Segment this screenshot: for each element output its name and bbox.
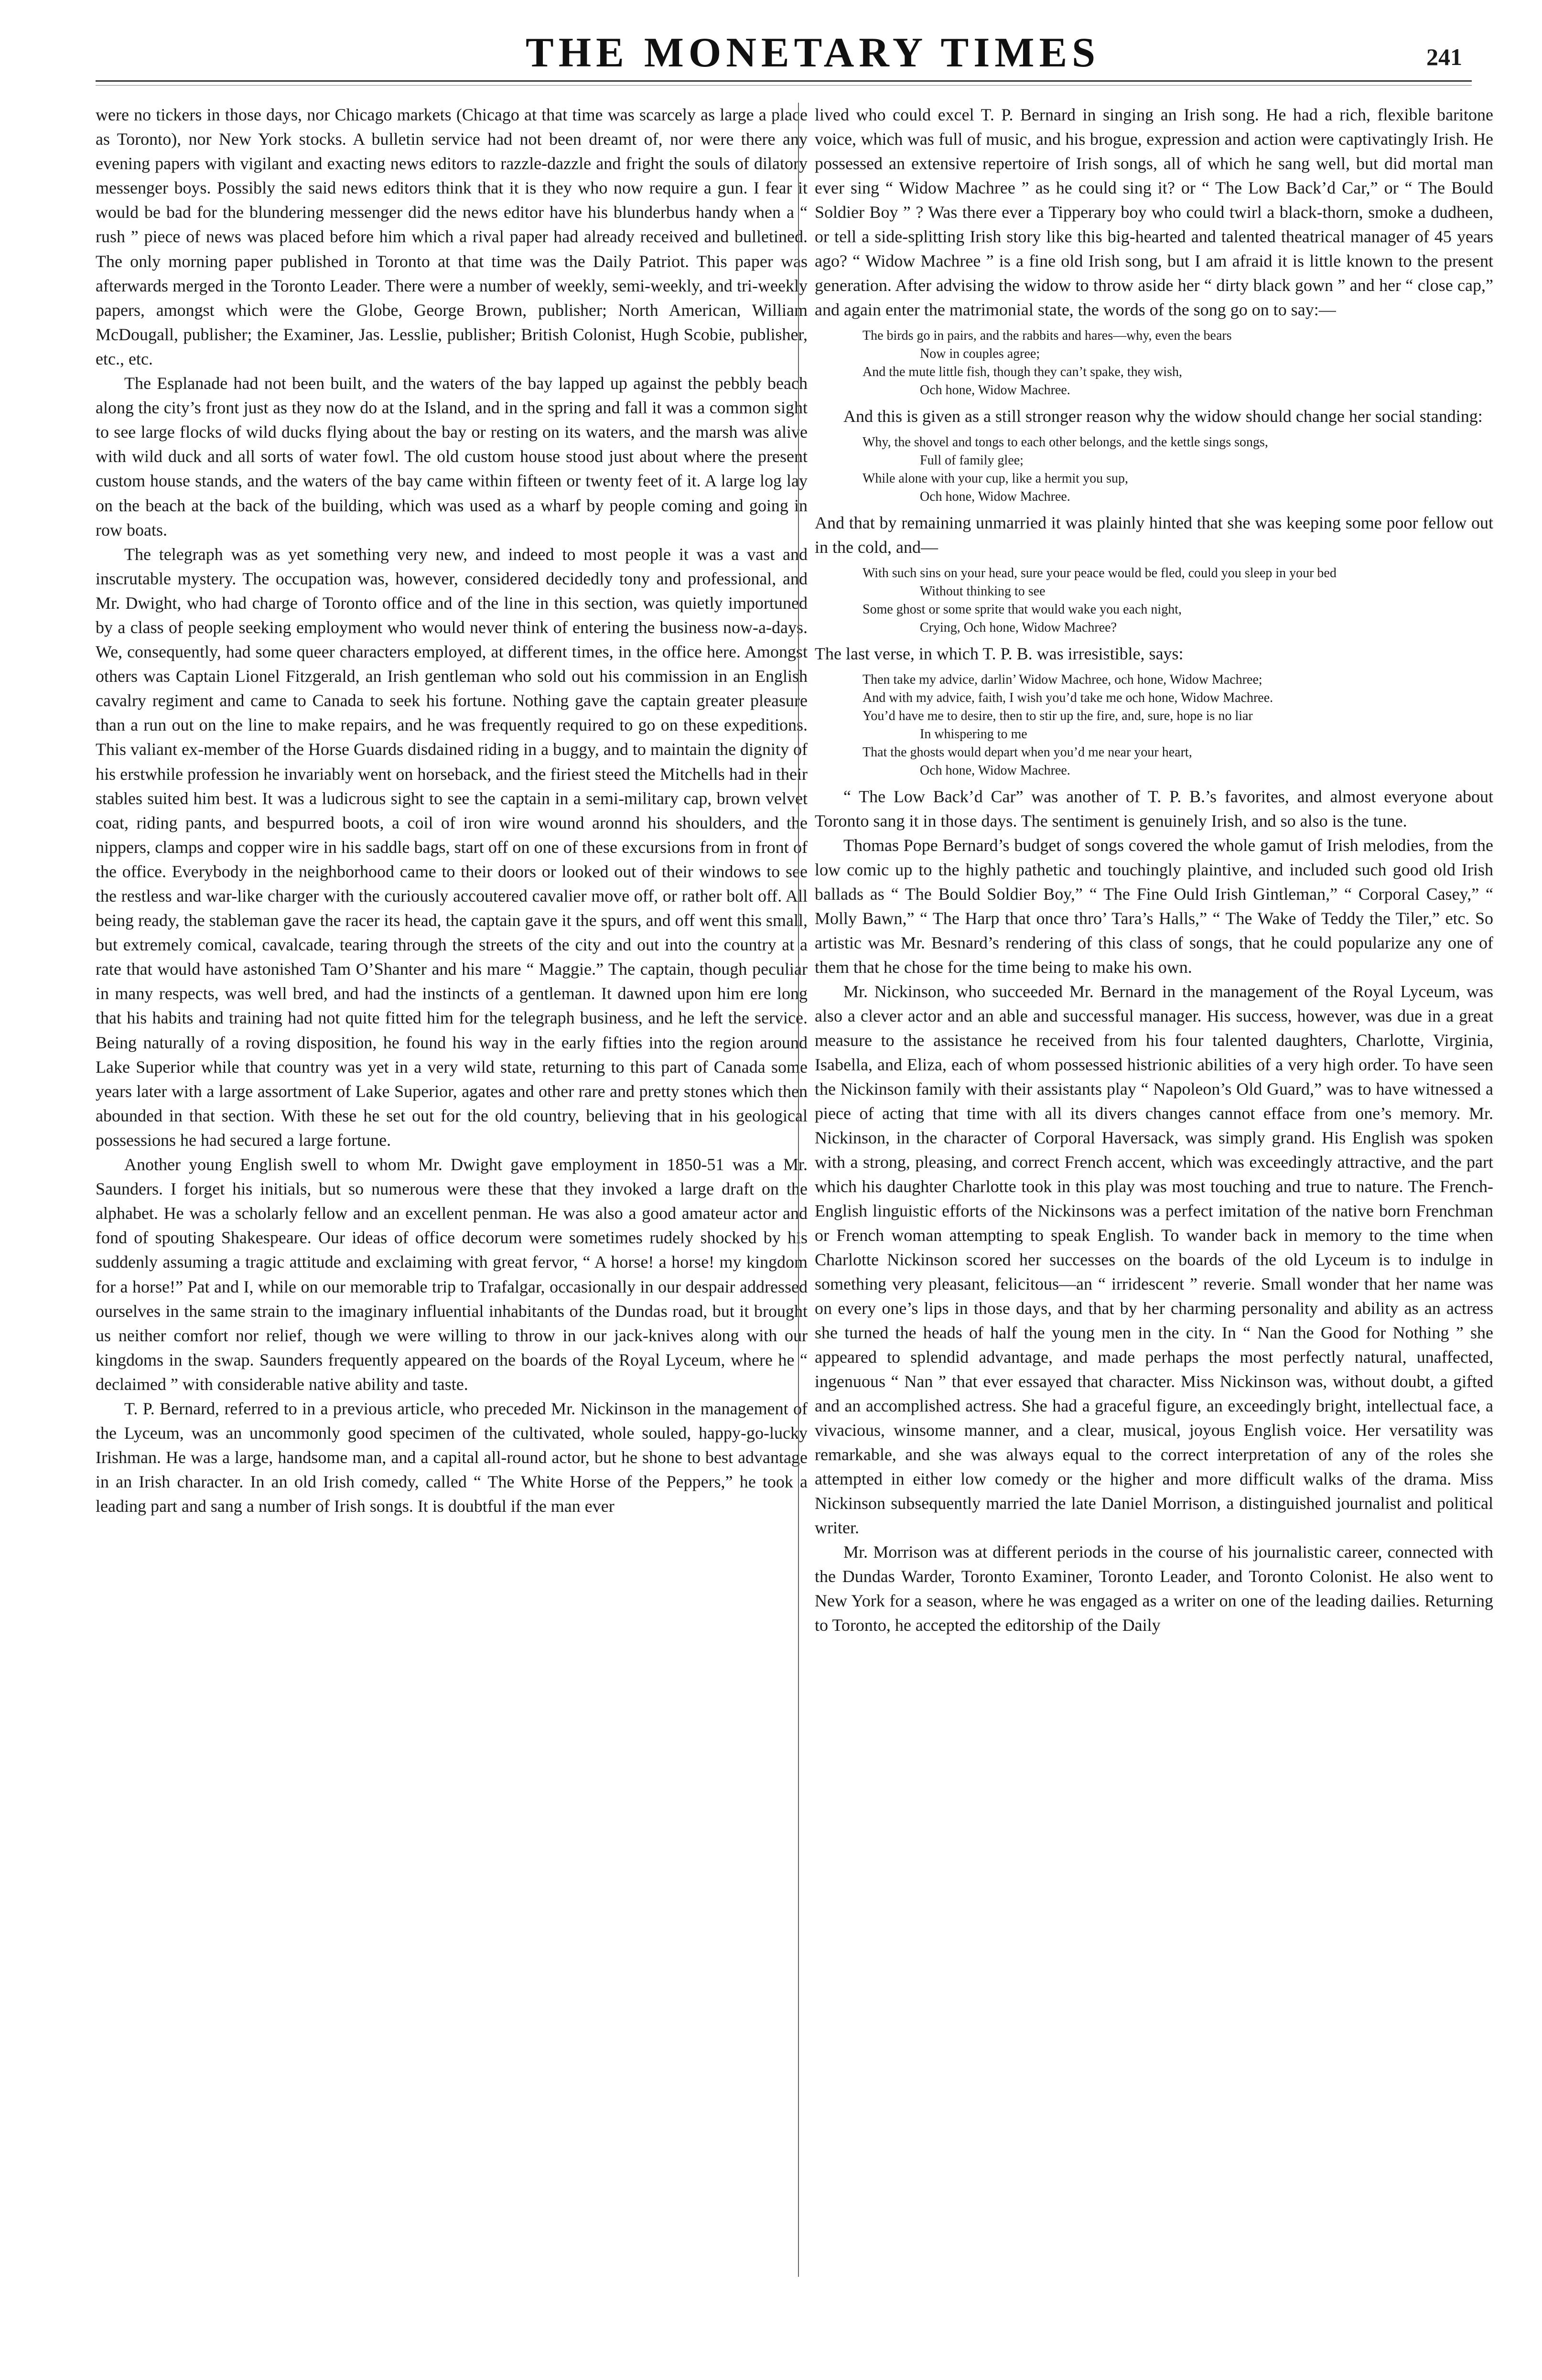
verse4-line: You’d have me to desire, then to stir up the fire, and, sure, hope is no liar [863,709,1253,723]
verse1-line: The birds go in pairs, and the rabbits and hares—why, even the bears [863,328,1232,343]
right-intro-paragraph: lived who could excel T. P. Bernard in singing an Irish song. He had a rich, flexible baritone voice, which was full of music, and his brogue, expression and action were captivatingly Irish. He possessed an extensive repertoire of Irish songs, all of which he sang well, but did mortal man ever sing “ Widow Machree ” as he could sing it? or “ The Low Back’d Car,” or “ The Bould Soldier Boy ” ? Was there ever a Tipperary boy who could twirl a black-thorn, smoke a dudheen, or tell a side-splitting Irish story like this big-hearted and talented theatrical manager of 45 years ago? “ Widow Machree ” is a fine old Irish song, but I am afraid it is little known to the present generation. After advising the widow to throw aside her “ dirty black gown ” and her “ close cap,” and again enter the matrimonial state, the words of the song go on to say:— [815,105,1493,319]
verse2-line: While alone with your cup, like a hermit you sup, [863,471,1128,486]
song-verse-1 [863,327,1493,399]
header-rule-thin [96,85,1472,86]
verse4-line: And with my advice, faith, I wish you’d take me och hone, Widow Machree. [863,690,1273,705]
verse3-line: Crying, Och hone, Widow Machree? [920,620,1117,635]
left-paragraph-5: T. P. Bernard, referred to in a previous article, who preceded Mr. Nickinson in the management of the Lyceum, was an uncommonly good specimen of the cultivated, whole souled, happy-go-lucky Irishman. He was a large, handsome man, and a capital all-round actor, but he shone to best advantage in an Irish character. In an old Irish comedy, called “ The White Horse of the Peppers,” he took a leading part and sang a number of Irish songs. It is doubtful if the man ever [96,1399,808,1516]
right-paragraph-4: Mr. Morrison was at different periods in the course of his journalistic career, connected with the Dundas Warder, Toronto Examiner, Toronto Leader, and Toronto Colonist. He also went to New York for a season, where he was engaged as a writer on one of the leading dailies. Returning to Toronto, he accepted the editorship of the Daily [815,1542,1493,1635]
verse2-line: Full of family glee; [920,453,1024,468]
header-rule [96,80,1472,82]
song-verse-2 [863,433,1493,506]
verse2-line: Och hone, Widow Machree. [920,489,1070,504]
masthead [105,24,1462,76]
verse2-line: Why, the shovel and tongs to each other belongs, and the kettle sings songs, [863,435,1268,450]
right-paragraph-3: Mr. Nickinson, who succeeded Mr. Bernard in the management of the Royal Lyceum, was also a clever actor and an able and successful manager. His success, however, was due in a great measure to the assistance he received from his four talented daughters, Charlotte, Virginia, Isabella, and Eliza, each of whom possessed histrionic abilities of a very high order. To have seen the Nickinson family with their assistants play “ Napoleon’s Old Guard,” was to have witnessed a piece of acting that time with all its divers changes cannot efface from one’s memory. Mr. Nickinson, in the character of Corporal Haversack, was simply grand. His English was spoken with a strong, pleasing, and correct French accent, which was exceedingly attractive, and the part which his daughter Charlotte took in this play was most touching and true to nature. The French-English linguistic efforts of the Nickinsons was a perfect imitation of the native born Frenchman or French woman attempting to speak English. To wander back in memory to the time when Charlotte Nickinson scored her successes on the boards of the old Lyceum is to indulge in something very pleasant, felicitous—an “ irridescent ” reverie. Small wonder that her name was on every one’s lips in those days, and that by her charming personality and ability as an actress she turned the heads of half the young men in the city. In “ Nan the Good for Nothing ” she appeared to splendid advantage, and made perhaps the most perfectly natural, unaffected, ingenuous “ Nan ” that ever essayed that character. Miss Nickinson was, without doubt, a gifted and an accomplished actress. She had a graceful figure, an exceedingly bright, intellectual face, a vivacious, winsome manner, and a clear, musical, joyous English voice. Her versatility was remarkable, and she was always equal to the correct interpretation of any of the roles she attempted in either low comedy or the higher and more difficult walks of the drama. Miss Nickinson subsequently married the late Daniel Morrison, a distinguished journalist and political writer. [815,982,1493,1537]
left-paragraph-3: The telegraph was as yet something very new, and indeed to most people it was a vast and inscrutable mystery. The occupation was, however, considered decidedly tony and professional, and Mr. Dwight, who had charge of Toronto office and of the line in this section, was quietly importuned by a class of people seeking employment who would never think of entering the business now-a-days. We, consequently, had some queer characters employed, at different times, in the office here. Amongst others was Captain Lionel Fitzgerald, an Irish gentleman who sold out his commission in an English cavalry regiment and came to Canada to seek his fortune. Nothing gave the captain greater pleasure than a run out on the line to make repairs, and he was frequently required to go on these expeditions. This valiant ex-member of the Horse Guards disdained riding in a buggy, and to maintain the dignity of his erstwhile profession he invariably went on horseback, and the firiest steed the Mitchells had in their stables suited him best. It was a ludicrous sight to see the captain in a semi-military cap, brown velvet coat, riding pants, and bespurred boots, a coil of iron wire wound aronnd his shoulders, and the nippers, clamps and copper wire in his saddle bags, start off on one of these excursions from in front of the office. Everybody in the neighborhood came to their doors or looked out of their windows to see the restless and war-like charger with the curiously accoutered cavalier move off, or rather bolt off. All being ready, the stableman gave the racer its head, the captain gave it the spurs, and off went this small, but extremely comical, cavalcade, tearing through the streets of the city and out into the country at a rate that would have astonished Tam O’Shanter and his mare “ Maggie.” The captain, though peculiar in many respects, was well bred, and had the instincts of a gentleman. It dawned upon him ere long that his habits and training had not quite fitted him for the telegraph business, and he left the service. Being naturally of a roving disposition, he found his way in the early fifties into the region around Lake Superior while that country was yet in a very wild state, returning to this part of Canada some years later with a large assortment of Lake Superior, agates and other rare and pretty stones which then abounded in that section. With these he set out for the old country, believing that in his geological possessions he had secured a large fortune. [96,544,808,1150]
verse1-line: Och hone, Widow Machree. [920,383,1070,398]
right-paragraph-2: Thomas Pope Bernard’s budget of songs covered the whole gamut of Irish melodies, from the low comic up to the highly pathetic and touchingly plaintive, and included such good old Irish ballads as “ The Bould Soldier Boy,” “ The Fine Ould Irish Gintleman,” “ Corporal Casey,” “ Molly Bawn,” “ The Harp that once thro’ Tara’s Halls,” “ The Wake of Teddy the Tiler,” etc. So artistic was Mr. Besnard’s rendering of this class of songs, that he could popularize any one of them that he chose for the time being to make his own. [815,836,1493,977]
verse3-line: Without thinking to see [920,584,1046,599]
right-paragraph-1: “ The Low Back’d Car” was another of T. P. B.’s favorites, and almost everyone about Toronto sang it in those days. The sentiment is genuinely Irish, and so also is the tune. [815,787,1493,830]
verse1-line: Now in couples agree; [920,346,1040,361]
verse4-line: Och hone, Widow Machree. [920,763,1070,778]
verse4-line: That the ghosts would depart when you’d me near your heart, [863,745,1192,760]
column-divider [798,103,799,2277]
verse1-line: And the mute little fish, though they can’t spake, they wish, [863,365,1183,379]
right-text-3: And that by remaining unmarried it was plainly hinted that she was keeping some poor fellow out in the cold, and— [815,513,1493,557]
left-paragraph-1: were no tickers in those days, nor Chicago markets (Chicago at that time was scarcely as large a place as Toronto), nor New York stocks. A bulletin service had not been dreamt of, nor were there any evening papers with vigilant and exacting news editors to razzle-dazzle and fright the souls of dilatory messenger boys. Possibly the said news editors think that it is they who now require a gun. I fear it would be bad for the blundering messenger did the news editor have his blunderbus handy when a “ rush ” piece of news was placed before him which a rival paper had already received and bulletined. The only morning paper published in Toronto at that time was the Daily Patriot. This paper was afterwards merged in the Toronto Leader. There were a number of weekly, semi-weekly, and tri-weekly papers, amongst which were the Globe, George Brown, publisher; North American, William McDougall, publisher; the Examiner, Jas. Lesslie, publisher; British Colonist, Hugh Scobie, publisher, etc., etc. [96,105,808,368]
right-column [815,103,1493,1637]
right-text-4: The last verse, in which T. P. B. was irresistible, says: [815,644,1184,663]
song-verse-3 [863,564,1493,637]
page-number: 241 [1426,43,1462,70]
verse3-line: Some ghost or some sprite that would wake you each night, [863,602,1182,617]
verse3-line: With such sins on your head, sure your peace would be fled, could you sleep in your bed [863,566,1337,581]
left-paragraph-2: The Esplanade had not been built, and the waters of the bay lapped up against the pebbly beach along the city’s front just as they now do at the Island, and in the spring and fall it was a common sight to see large flocks of wild ducks flying about the bay or resting on its waters, and the marsh was alive with wild duck and all sorts of water fowl. The old custom house stood just about where the present custom house stands, and the waters of the bay came within fifteen or twenty feet of it. A large log lay on the beach at the back of the building, which was used as a wharf by people coming and going in row boats. [96,374,808,539]
verse4-line: Then take my advice, darlin’ Widow Machree, och hone, Widow Machree; [863,672,1262,687]
publication-title: THE MONETARY TIMES [526,30,1100,76]
song-verse-4 [863,671,1493,780]
verse4-line: In whispering to me [920,727,1027,742]
left-column [96,103,808,1518]
left-paragraph-4: Another young English swell to whom Mr. Dwight gave employment in 1850-51 was a Mr. Saunders. I forget his initials, but so numerous were these that they invoked a large draft on the alphabet. He was a scholarly fellow and an excellent penman. He was also a good amateur actor and fond of spouting Shakespeare. Our ideas of office decorum were sometimes rudely shocked by his suddenly assuming a tragic attitude and exclaiming with great fervor, “ A horse! a horse! my kingdom for a horse!” Pat and I, while on our memorable trip to Trafalgar, occasionally in our despair addressed ourselves in the same strain to the imaginary influential inhabitants of the Dundas road, but it brought us neither comfort nor relief, though we were willing to throw in our jack-knives along with our kingdoms in the swap. Saunders frequently appeared on the boards of the Royal Lyceum, where he “ declaimed ” with considerable native ability and taste. [96,1155,808,1394]
right-text-2: And this is given as a still stronger reason why the widow should change her social standing: [843,407,1483,426]
